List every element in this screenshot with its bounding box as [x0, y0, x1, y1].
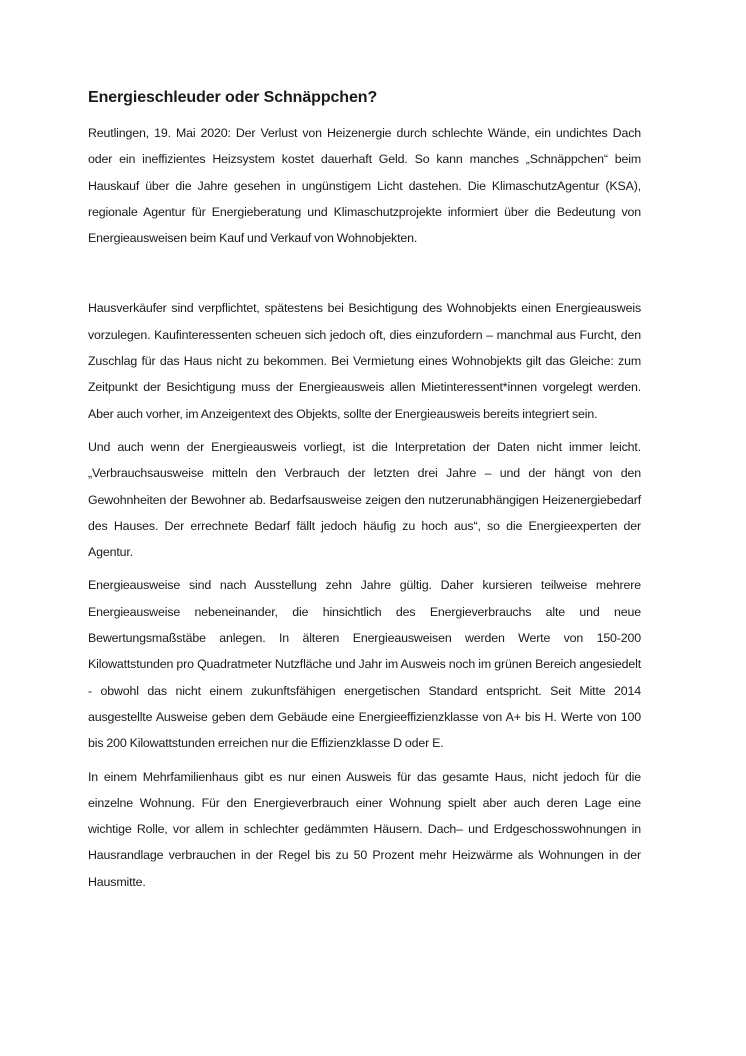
paragraph-gueltigkeit: Energieausweise sind nach Ausstellung zehn Jahre gültig. Daher kursieren teilweise mehrere Energieausweise nebeneinander, die hinsichtlich des Energieverbrauchs alte und neue Bewertungsmaßstäbe anlegen. In älteren Energieausweisen werden Werte von 150-200 Kilowattstunden pro Quadratmeter Nutzfläche und Jahr im Ausweis noch im grünen Bereich angesiedelt - obwohl das nicht einem zukunftsfähigen energetischen Standard entspricht. Seit Mitte 2014 ausgestellte Ausweise geben dem Gebäude eine Energieeffizienzklasse von A+ bis H. Werte von 100 bis 200 Kilowattstunden erreichen nur die Effizienzklasse D oder E.: [88, 578, 641, 751]
paragraph-intro: Reutlingen, 19. Mai 2020: Der Verlust von Heizenergie durch schlechte Wände, ein undichtes Dach oder ein ineffizientes Heizsystem kostet dauerhaft Geld. So kann manches „Schnäppchen“ beim Hauskauf über die Jahre gesehen in ungünstigem Licht dastehen. Die KlimaschutzAgentur (KSA), regionale Agentur für Energieberatung und Klimaschutzprojekte informiert über die Bedeutung von Energieausweisen beim Kauf und Verkauf von Wohnobjekten.: [88, 126, 641, 246]
paragraph-interpretation: Und auch wenn der Energieausweis vorliegt, ist die Interpretation der Daten nicht immer leicht. „Verbrauchsausweise mitteln den Verbrauch der letzten drei Jahre – und der hängt von den Gewohnheiten der Bewohner ab. Bedarfsausweise zeigen den nutzerunabhängigen Heizenergiebedarf des Hauses. Der errechnete Bedarf fällt jedoch häufig zu hoch aus“, so die Energieexperten der Agentur.: [88, 439, 641, 560]
paragraph-mehrfamilienhaus: In einem Mehrfamilienhaus gibt es nur einen Ausweis für das gesamte Haus, nicht jedoch für die einzelne Wohnung. Für den Energieverbrauch einer Wohnung spielt aber auch deren Lage eine wichtige Rolle, vor allem in schlechter gedämmten Häusern. Dach– und Erdgeschosswohnungen in Hausrandlage verbrauchen in der Regel bis zu 50 Prozent mehr Heizwärme als Wohnungen in der Hausmitte.: [88, 769, 641, 889]
document-body: [88, 86, 641, 895]
document-title: Energieschleuder oder Schnäppchen?: [88, 89, 378, 106]
paragraph-energieausweis-pflicht: Hausverkäufer sind verpflichtet, spätestens bei Besichtigung des Wohnobjekts einen Energieausweis vorzulegen. Kaufinteressenten scheuen sich jedoch oft, dies einzufordern – manchmal aus Furcht, den Zuschlag für das Haus nicht zu bekommen. Bei Vermietung eines Wohnobjekts gilt das Gleiche: zum Zeitpunkt der Besichtigung muss der Energieausweis allen Mietinteressent*innen vorgelegt werden. Aber auch vorher, im Anzeigentext des Objekts, sollte der Energieausweis bereits integriert sein.: [88, 301, 641, 421]
